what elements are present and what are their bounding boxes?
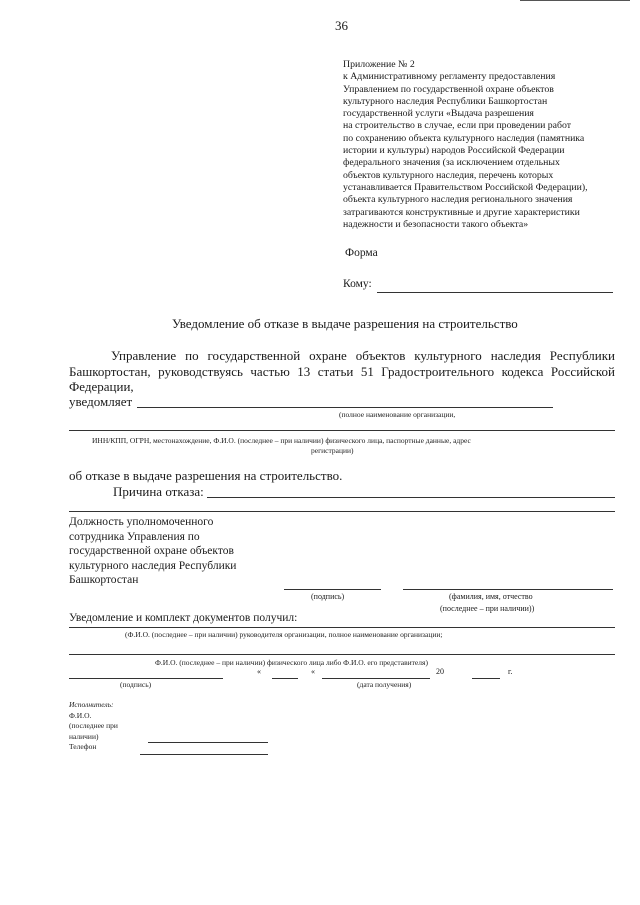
appendix-line: государственной услуги «Выдача разрешения <box>343 108 534 120</box>
received-person-caption: Ф.И.О. (последнее – при наличии) физического лица либо Ф.И.О. его представителя) <box>155 658 428 667</box>
executor-title: Исполнитель: <box>69 700 114 709</box>
organization-details-line[interactable] <box>69 430 615 431</box>
appendix-block <box>343 59 588 231</box>
notifies-label: уведомляет <box>69 394 133 409</box>
date-quote-open-2: « <box>311 667 315 676</box>
received-head-line[interactable] <box>69 627 615 628</box>
appendix-line: надежности и безопасности такого объекта» <box>343 218 529 230</box>
executor-phone-line[interactable] <box>140 754 268 755</box>
paragraph-line-2: Башкортостан, руководствуясь частью 13 статьи 51 Градостроительного кодекса Российской <box>69 364 615 379</box>
inn-caption-2: регистрации) <box>311 446 354 455</box>
appendix-line: объекта культурного наследия регионального значения <box>343 194 573 206</box>
date-year-suffix: г. <box>508 667 513 676</box>
official-signature-line[interactable] <box>284 589 381 590</box>
reason-label: Причина отказа: <box>113 484 204 499</box>
to-label: Кому: <box>343 278 372 290</box>
appendix-line: объектов культурного наследия, перечень которых <box>343 169 554 181</box>
date-year-line[interactable] <box>472 678 500 679</box>
organization-caption: (полное наименование организации, <box>339 410 456 419</box>
appendix-line: федерального значения (за исключением отдельных <box>343 157 560 169</box>
received-label: Уведомление и комплект документов получил: <box>69 612 298 624</box>
date-quote-open: « <box>257 667 261 676</box>
official-line: Должность уполномоченного <box>69 516 214 528</box>
date-day-line[interactable] <box>272 678 298 679</box>
received-signature-caption: (подпись) <box>120 680 152 689</box>
received-head-caption: (Ф.И.О. (последнее – при наличии) руководителя организации, полное наименование организации; <box>125 630 443 639</box>
organization-field-line[interactable] <box>137 407 553 408</box>
page-number: 36 <box>335 18 348 33</box>
scan-edge-mark <box>520 0 630 1</box>
reason-field-line[interactable] <box>207 497 615 498</box>
appendix-line: затрагиваются конструктивные и другие характеристики <box>343 206 580 218</box>
executor-line: (последнее при <box>69 721 118 730</box>
reason-field-line-2[interactable] <box>69 511 615 512</box>
official-name-caption: (фамилия, имя, отчество <box>449 592 533 601</box>
to-field-line[interactable] <box>377 292 613 293</box>
official-signature-caption: (подпись) <box>311 592 345 601</box>
official-line: Башкортостан <box>69 574 139 586</box>
appendix-line: истории и культуры) народов Российской Федерации <box>343 145 565 157</box>
official-name-line[interactable] <box>403 589 613 590</box>
appendix-line: Управлением по государственной охране объектов <box>343 83 554 95</box>
paragraph-line-1: Управление по государственной охране объектов культурного наследия Республики <box>111 348 615 363</box>
official-line: культурного наследия Республики <box>69 559 237 572</box>
appendix-line: на строительство в случае, если при проведении работ <box>343 120 572 132</box>
official-line: сотрудника Управления по <box>69 530 200 543</box>
appendix-title: Приложение № 2 <box>343 59 415 70</box>
official-name-caption-2: (последнее – при наличии)) <box>440 604 535 613</box>
executor-name-line[interactable] <box>148 742 268 743</box>
appendix-line: по сохранению объекта культурного наследия (памятника <box>343 132 585 144</box>
document-title: Уведомление об отказе в выдаче разрешения на строительство <box>172 316 518 331</box>
appendix-line: к Административному регламенту предоставления <box>343 71 556 83</box>
executor-line: наличии) <box>69 731 99 741</box>
executor-block <box>69 700 118 753</box>
official-line: государственной охране объектов <box>69 545 234 557</box>
received-signature-line[interactable] <box>69 678 223 679</box>
executor-line: Ф.И.О. <box>69 710 92 720</box>
official-position <box>69 515 236 588</box>
date-caption: (дата получения) <box>357 680 412 689</box>
appendix-line: устанавливается Правительством Российской Федерации), <box>343 181 588 193</box>
refusal-text: об отказе в выдаче разрешения на строительство. <box>69 468 343 483</box>
paragraph-line-3: Федерации, <box>69 379 134 394</box>
form-label: Форма <box>345 247 378 259</box>
inn-caption: ИНН/КПП, ОГРН, местонахождение, Ф.И.О. (последнее – при наличии) физического лица, паспортные данные, адрес <box>92 436 471 445</box>
executor-line: Телефон <box>69 742 97 751</box>
received-person-line[interactable] <box>69 654 615 655</box>
date-month-line[interactable] <box>322 678 430 679</box>
appendix-line: культурного наследия Республики Башкортостан <box>343 95 548 107</box>
date-year-prefix: 20 <box>436 667 444 676</box>
